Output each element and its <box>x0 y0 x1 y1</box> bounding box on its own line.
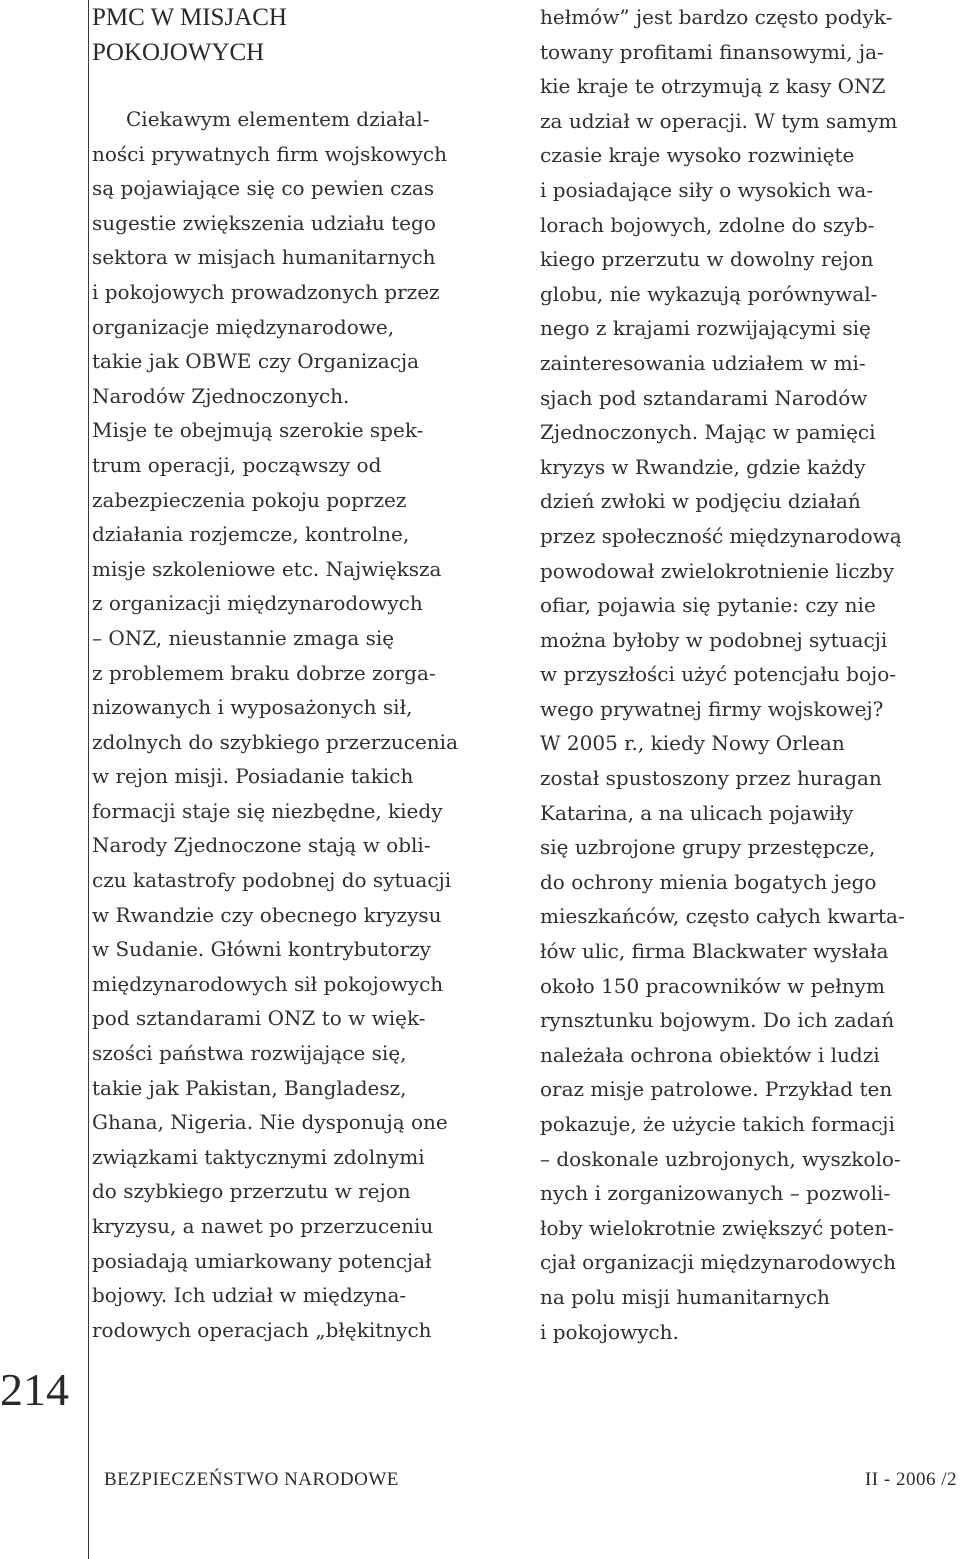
text-line: zabezpieczenia pokoju poprzez <box>92 487 407 512</box>
text-line: i pokojowych prowadzonych przez <box>92 279 440 304</box>
text-line: związkami taktycznymi zdolnymi <box>92 1144 425 1169</box>
footer-issue-number: II - 2006 /2 <box>864 1469 957 1490</box>
text-line: kryzysu, a nawet po przerzuceniu <box>92 1214 434 1238</box>
text-line: bojowy. Ich udział w międzyna- <box>92 1283 407 1308</box>
text-line: Narodów Zjednoczonych. <box>92 383 350 408</box>
text-line: łów ulic, firma Blackwater wysłała <box>540 939 889 964</box>
text-line: powodował zwielokrotnienie liczby <box>540 558 895 583</box>
text-line: przez społeczność międzynarodową <box>540 523 902 548</box>
text-line: szości państwa rozwijające się, <box>92 1041 407 1066</box>
text-line: nych i zorganizowanych – pozwoli- <box>540 1181 891 1206</box>
text-line: w rejon misji. Posiadanie takich <box>92 764 414 789</box>
text-line: Zjednoczonych. Mając w pamięci <box>540 420 876 445</box>
text-line: Katarina, a na ulicach pojawiły <box>540 800 854 825</box>
text-line: sektora w misjach humanitarnych <box>92 245 436 270</box>
text-line: misje szkoleniowe etc. Największa <box>92 556 442 581</box>
text-line: oraz misje patrolowe. Przykład ten <box>540 1077 893 1102</box>
text-line: działania rozjemcze, kontrolne, <box>92 522 410 547</box>
text-line: zainteresowania udziałem w mi- <box>540 350 866 375</box>
text-line: – doskonale uzbrojonych, wyszkolo- <box>540 1146 901 1171</box>
text-line: za udział w operacji. W tym samym <box>540 108 898 133</box>
text-line: ofiar, pojawia się pytanie: czy nie <box>540 593 876 618</box>
text-line: w Sudanie. Główni kontrybutorzy <box>92 937 431 962</box>
text-line: towany profitami finansowymi, ja- <box>540 39 884 64</box>
text-line: należała ochrona obiektów i ludzi <box>540 1042 880 1067</box>
vertical-rule <box>88 0 89 1559</box>
text-line: rynsztunku bojowym. Do ich zadań <box>540 1008 895 1033</box>
text-line: kiego przerzutu w dowolny rejon <box>540 247 874 272</box>
text-line: są pojawiające się co pewien czas <box>92 176 435 201</box>
text-line: Misje te obejmują szerokie spek- <box>92 418 424 443</box>
text-line: mieszkańców, często całych kwarta- <box>540 904 905 929</box>
text-line: w przyszłości użyć potencjału bojo- <box>540 662 896 687</box>
text-line: organizacje międzynarodowe, <box>92 314 395 339</box>
text-line: na polu misji humanitarnych <box>540 1284 830 1309</box>
text-line: i pokojowych. <box>540 1319 679 1344</box>
text-line: z problemem braku dobrze zorga- <box>92 660 436 685</box>
text-line: Narody Zjednoczone stają w obli- <box>92 833 431 858</box>
footer-journal-title: BEZPIECZEŃSTWO NARODOWE <box>104 1469 399 1490</box>
text-line: hełmów” jest bardzo często podyk- <box>540 5 893 29</box>
text-line: trum operacji, począwszy od <box>92 452 382 477</box>
text-line: formacji staje się niezbędne, kiedy <box>92 798 443 823</box>
text-line: i posiadające siły o wysokich wa- <box>540 177 874 202</box>
text-line: W 2005 r., kiedy Nowy Orlean <box>540 731 845 756</box>
text-line: – ONZ, nieustannie zmaga się <box>92 625 395 650</box>
text-line: wego prywatnej firmy wojskowej? <box>540 696 884 721</box>
text-line: się uzbrojone grupy przestępcze, <box>540 835 876 860</box>
text-line: został spustoszony przez huragan <box>540 766 882 791</box>
text-line: lorach bojowych, zdolne do szyb- <box>540 212 875 237</box>
page-number: 214 <box>0 1364 69 1415</box>
text-line: Ciekawym elementem działal- <box>126 107 430 131</box>
text-line: z organizacji międzynarodowych <box>92 591 423 616</box>
text-line: w Rwandzie czy obecnego kryzysu <box>92 902 442 927</box>
text-line: pokazuje, że użycie takich formacji <box>540 1112 895 1136</box>
right-text-column <box>540 0 960 1349</box>
section-heading-line-1: PMC W MISJACH <box>92 4 287 31</box>
text-line: sjach pod sztandarami Narodów <box>540 385 868 410</box>
text-line: takie jak Pakistan, Bangladesz, <box>92 1075 407 1100</box>
text-line: posiadają umiarkowany potencjał <box>92 1248 432 1273</box>
text-line: łoby wielokrotnie zwiększyć poten- <box>540 1215 895 1240</box>
text-line: cjał organizacji międzynarodowych <box>540 1250 896 1275</box>
text-line: rodowych operacjach „błękitnych <box>92 1317 432 1342</box>
text-line: czu katastrofy podobnej do sytuacji <box>92 868 452 893</box>
text-line: kie kraje te otrzymują z kasy ONZ <box>540 74 886 99</box>
text-line: do szybkiego przerzutu w rejon <box>92 1179 411 1204</box>
section-heading <box>92 0 512 70</box>
text-line: sugestie zwiększenia udziału tego <box>92 210 436 235</box>
text-line: można byłoby w podobnej sytuacji <box>540 627 888 652</box>
text-line: zdolnych do szybkiego przerzucenia <box>92 729 459 754</box>
text-line: pod sztandarami ONZ to w więk- <box>92 1006 426 1031</box>
left-text-column <box>92 102 512 1347</box>
text-line: do ochrony mienia bogatych jego <box>540 869 877 894</box>
text-line: nego z krajami rozwijającymi się <box>540 316 871 341</box>
text-line: takie jak OBWE czy Organizacja <box>92 349 420 374</box>
text-line: globu, nie wykazują porównywal- <box>540 281 878 306</box>
text-line: czasie kraje wysoko rozwinięte <box>540 143 855 168</box>
text-line: nizowanych i wyposażonych sił, <box>92 695 413 720</box>
text-line: międzynarodowych sił pokojowych <box>92 971 444 996</box>
text-line: Ghana, Nigeria. Nie dysponują one <box>92 1110 448 1135</box>
section-heading-line-2: POKOJOWYCH <box>92 39 265 66</box>
text-line: około 150 pracowników w pełnym <box>540 973 885 998</box>
text-line: kryzys w Rwandzie, gdzie każdy <box>540 454 866 479</box>
text-line: dzień zwłoki w podjęciu działań <box>540 489 861 514</box>
text-line: ności prywatnych firm wojskowych <box>92 141 448 166</box>
